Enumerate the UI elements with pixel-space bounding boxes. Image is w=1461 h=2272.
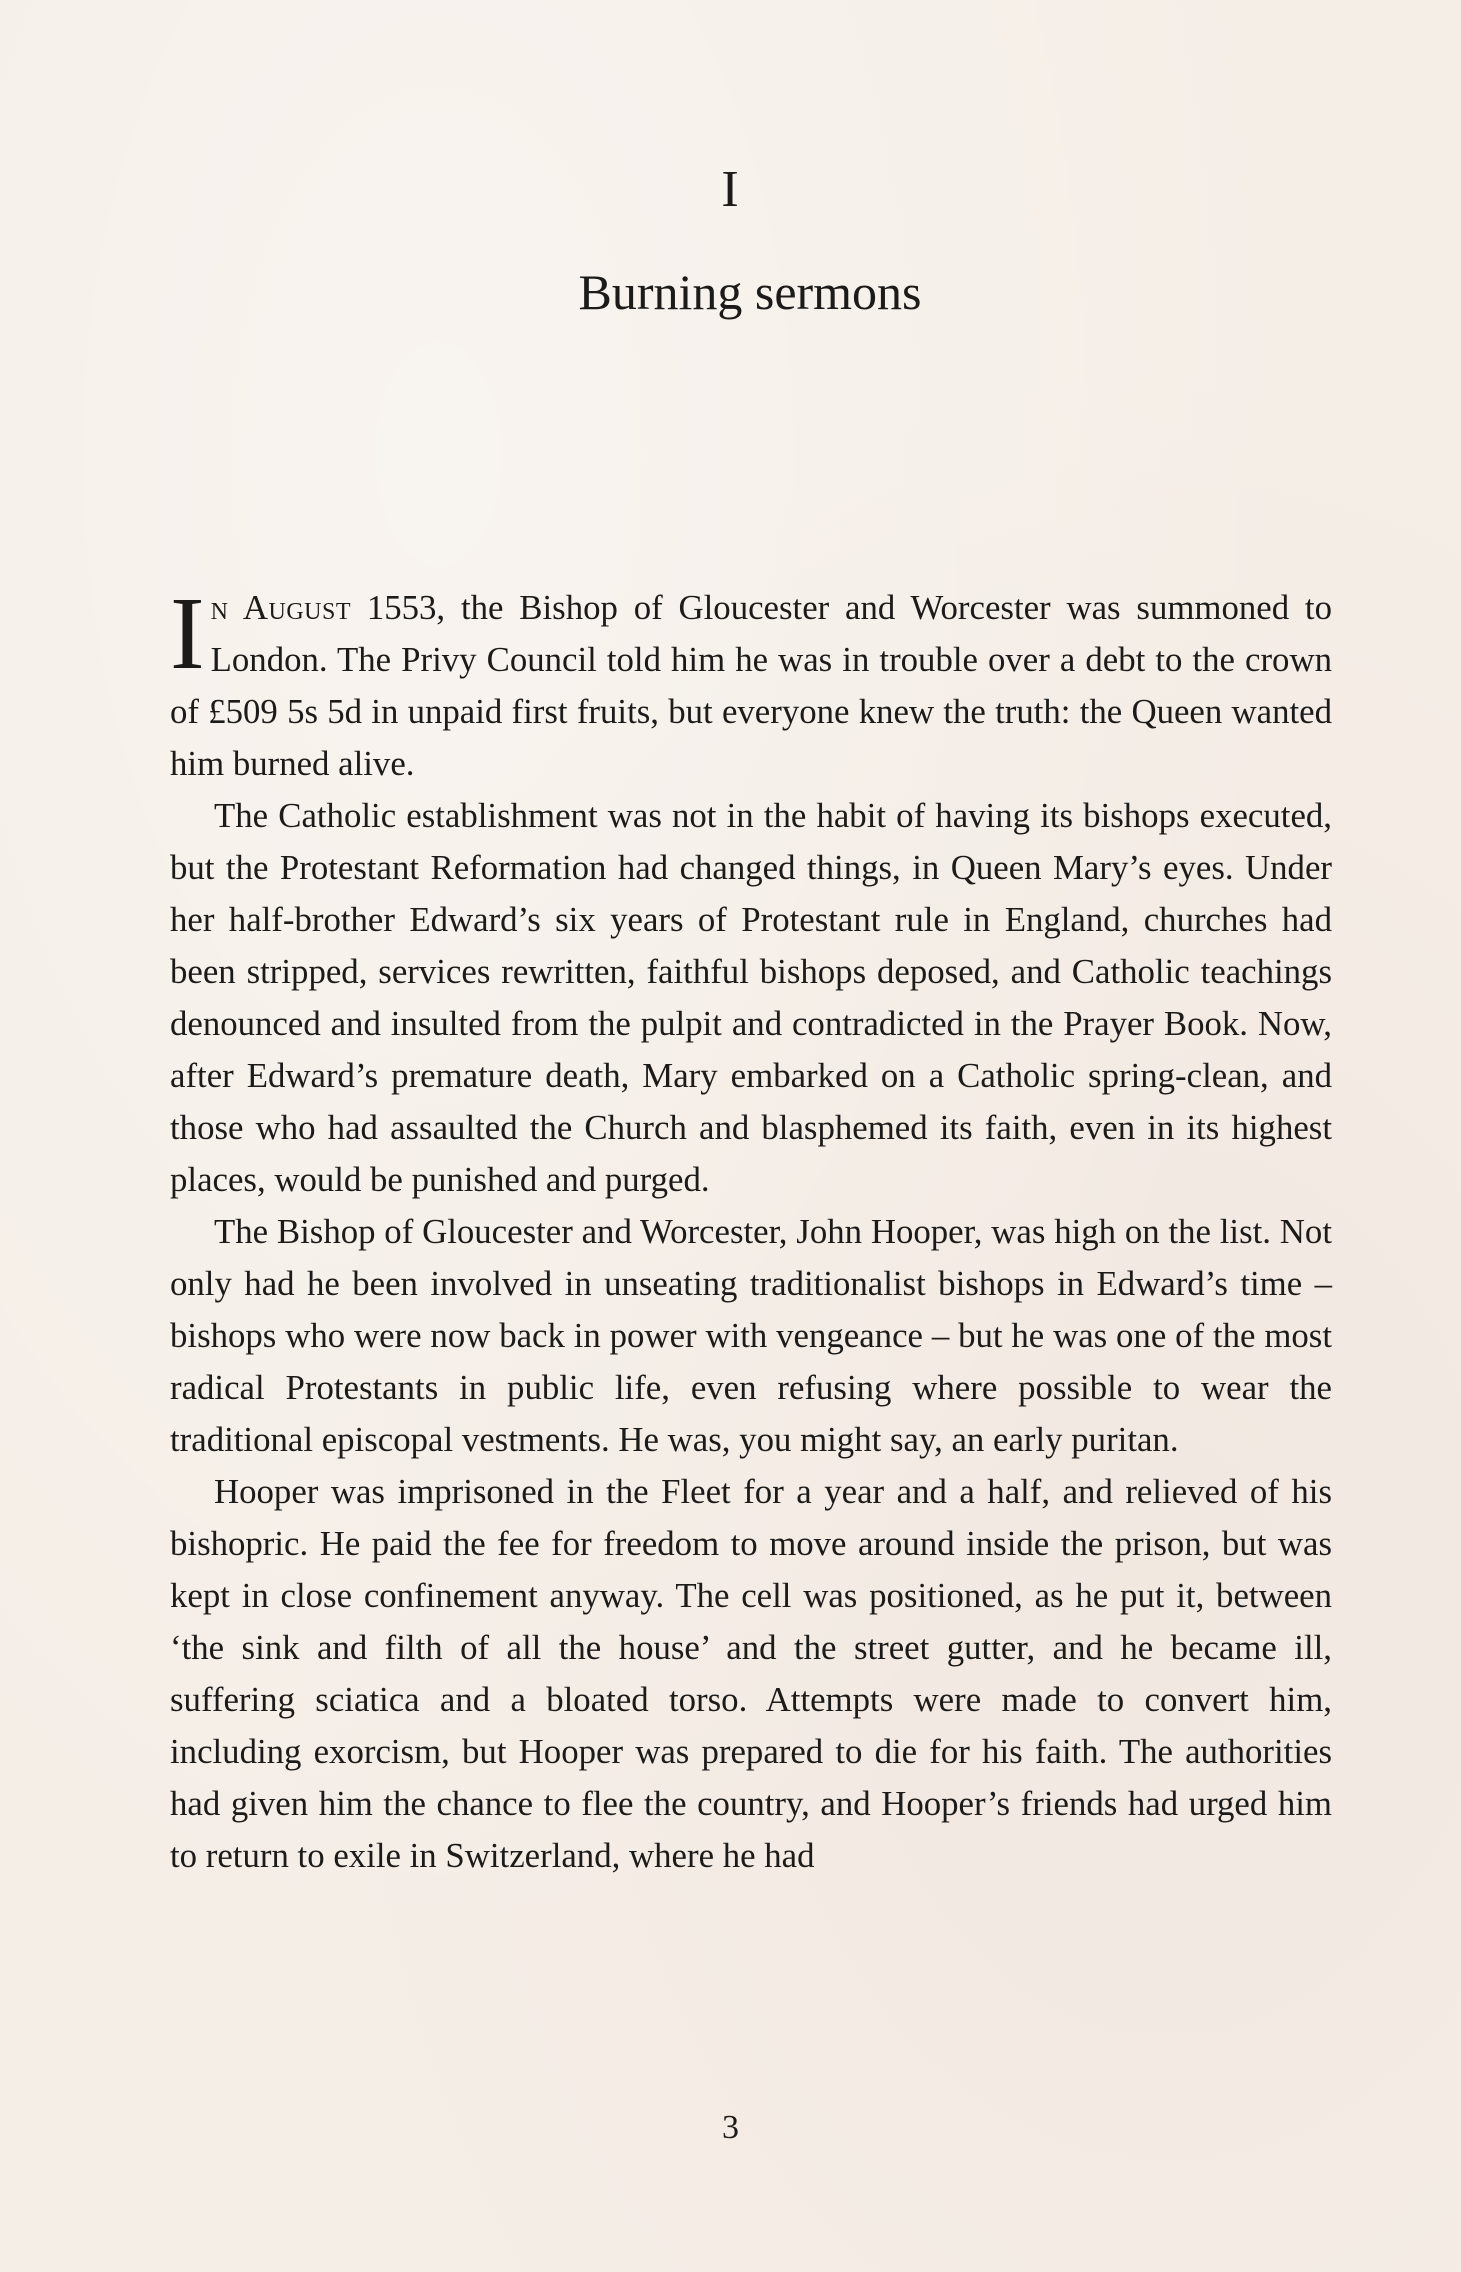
paragraph-4: Hooper was imprisoned in the Fleet for a year and a half, and relieved of his bishopric. He paid the fee for freedom to move around inside the prison, but was kept in close confinement anyway. The cell was positioned, as he put it, between ‘the sink and filth of all the house’ and the street gutter, and he became ill, suffering sciatica and a bloated torso. Attempts were made to convert him, including exorcism, but Hooper was prepared to die for his faith. The authorities had given him the chance to flee the country, and Hooper’s friends had urged him to return to exile in Switzerland, where he had <box>170 1472 1332 1875</box>
drop-cap: I <box>170 576 205 691</box>
chapter-body <box>170 576 1332 1882</box>
paragraph-1-text: 1553, the Bishop of Gloucester and Worcester was summoned to London. The Privy Council told him he was in trouble over a debt to the crown of £509 5s 5d in unpaid first fruits, but everyone knew the truth: the Queen wanted him burned alive. <box>170 588 1332 783</box>
page-number: 3 <box>722 2109 739 2146</box>
opening-small-caps: n August <box>210 588 352 627</box>
paragraph-1 <box>170 576 1332 790</box>
paragraph-3: The Bishop of Gloucester and Worcester, John Hooper, was high on the list. Not only had he been involved in unseating traditionalist bishops in Edward’s time – bishops who were now back in power with vengeance – but he was one of the most radical Protestants in public life, even refusing where possible to wear the traditional episcopal vestments. He was, you might say, an early puritan. <box>170 1212 1332 1459</box>
chapter-title: Burning sermons <box>578 264 922 320</box>
paragraph-2: The Catholic establishment was not in the habit of having its bishops executed, but the Protestant Reformation had changed things, in Queen Mary’s eyes. Under her half-brother Edward’s six years of Protestant rule in England, churches had been stripped, services rewritten, faithful bishops deposed, and Catholic teachings denounced and insulted from the pulpit and contradicted in the Prayer Book. Now, after Edward’s premature death, Mary embarked on a Catholic spring-clean, and those who had assaulted the Church and blasphemed its faith, even in its highest places, would be punished and purged. <box>170 796 1332 1199</box>
chapter-number: I <box>721 161 740 218</box>
